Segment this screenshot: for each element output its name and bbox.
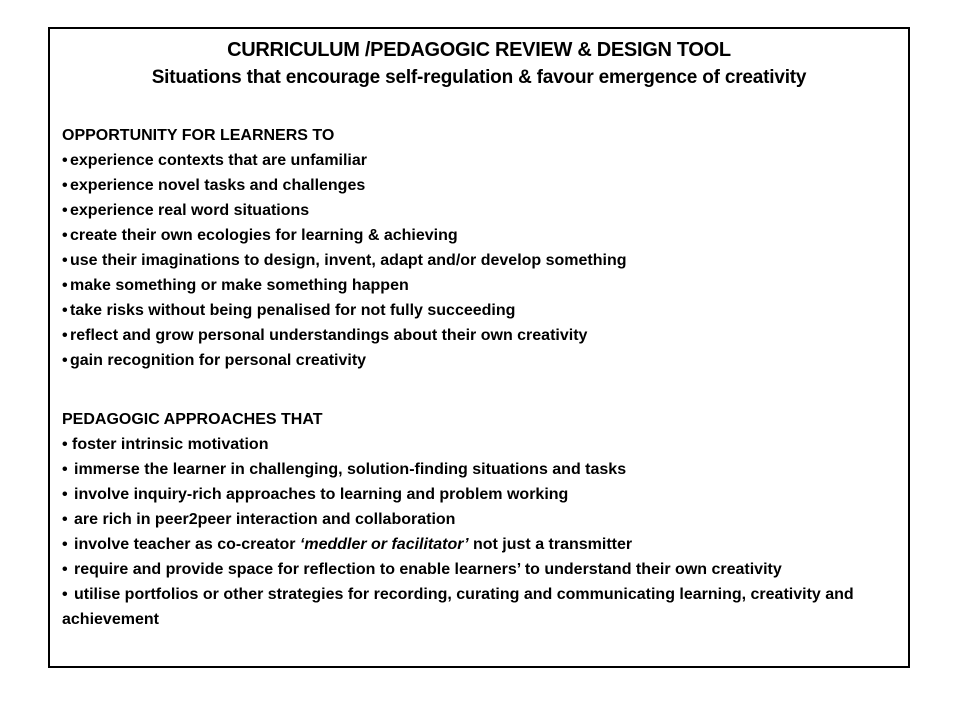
pedagogic-text: utilise portfolios or other strategies for recording, curating and communicating learning, creativity and achievement xyxy=(62,586,854,628)
pedagogic-text: require and provide space for reflection to enable learners’ to understand their own creativity xyxy=(74,561,782,578)
opportunity-text: experience real word situations xyxy=(70,202,310,219)
opportunity-item xyxy=(62,248,902,273)
pedagogic-item xyxy=(62,557,902,582)
opportunity-text: use their imaginations to design, invent, adapt and/or develop something xyxy=(70,252,627,269)
bullet-icon: • xyxy=(62,352,68,369)
opportunity-text: reflect and grow personal understandings about their own creativity xyxy=(70,327,588,344)
co-creator-italic: ‘meddler or facilitator’ xyxy=(299,536,469,553)
bullet-icon: • xyxy=(62,202,68,219)
bullet-icon: • xyxy=(62,461,68,478)
opportunity-text: experience contexts that are unfamiliar xyxy=(70,152,367,169)
pedagogic-text: foster intrinsic motivation xyxy=(72,436,269,453)
opportunity-text: experience novel tasks and challenges xyxy=(70,177,366,194)
bullet-icon: • xyxy=(62,177,68,194)
bullet-icon: • xyxy=(62,227,68,244)
opportunity-text: gain recognition for personal creativity xyxy=(70,352,367,369)
opportunity-item xyxy=(62,198,902,223)
co-creator-suffix: not just a transmitter xyxy=(468,536,633,553)
bullet-icon: • xyxy=(62,536,68,553)
bullet-icon: • xyxy=(62,302,68,319)
bullet-icon: • xyxy=(62,152,68,169)
bullet-icon: • xyxy=(62,561,68,578)
pedagogic-item xyxy=(62,582,902,632)
pedagogic-text: immerse the learner in challenging, solution-finding situations and tasks xyxy=(74,461,627,478)
opportunity-item xyxy=(62,148,902,173)
bullet-icon: • xyxy=(62,327,68,344)
pedagogic-item xyxy=(62,507,902,532)
pedagogic-item xyxy=(62,457,902,482)
opportunity-item xyxy=(62,348,902,373)
pedagogic-text: are rich in peer2peer interaction and collaboration xyxy=(74,511,456,528)
pedagogic-section xyxy=(62,407,902,632)
opportunity-text: take risks without being penalised for not fully succeeding xyxy=(70,302,516,319)
bullet-icon: • xyxy=(62,586,68,603)
co-creator-prefix: involve teacher as co-creator xyxy=(74,536,300,553)
pedagogic-item xyxy=(62,482,902,507)
document-frame xyxy=(48,27,910,668)
bullet-icon: • xyxy=(62,252,68,269)
opportunities-heading: OPPORTUNITY FOR LEARNERS TO xyxy=(62,127,335,144)
opportunity-item xyxy=(62,323,902,348)
pedagogic-item xyxy=(62,432,902,457)
pedagogic-heading: PEDAGOGIC APPROACHES THAT xyxy=(62,411,323,428)
opportunity-item xyxy=(62,273,902,298)
bullet-icon: • xyxy=(62,511,68,528)
bullet-icon: • xyxy=(62,436,68,453)
bullet-icon: • xyxy=(62,486,68,503)
opportunity-text: make something or make something happen xyxy=(70,277,409,294)
opportunity-item xyxy=(62,298,902,323)
pedagogic-item xyxy=(62,532,902,557)
document-subtitle: Situations that encourage self-regulation & favour emergence of creativity xyxy=(151,67,807,88)
opportunity-item xyxy=(62,223,902,248)
bullet-icon: • xyxy=(62,277,68,294)
pedagogic-text: involve inquiry-rich approaches to learning and problem working xyxy=(74,486,569,503)
opportunity-item xyxy=(62,173,902,198)
opportunities-section xyxy=(62,123,902,373)
opportunity-text: create their own ecologies for learning & achieving xyxy=(70,227,458,244)
document-title: CURRICULUM /PEDAGOGIC REVIEW & DESIGN TOOL xyxy=(227,39,731,61)
